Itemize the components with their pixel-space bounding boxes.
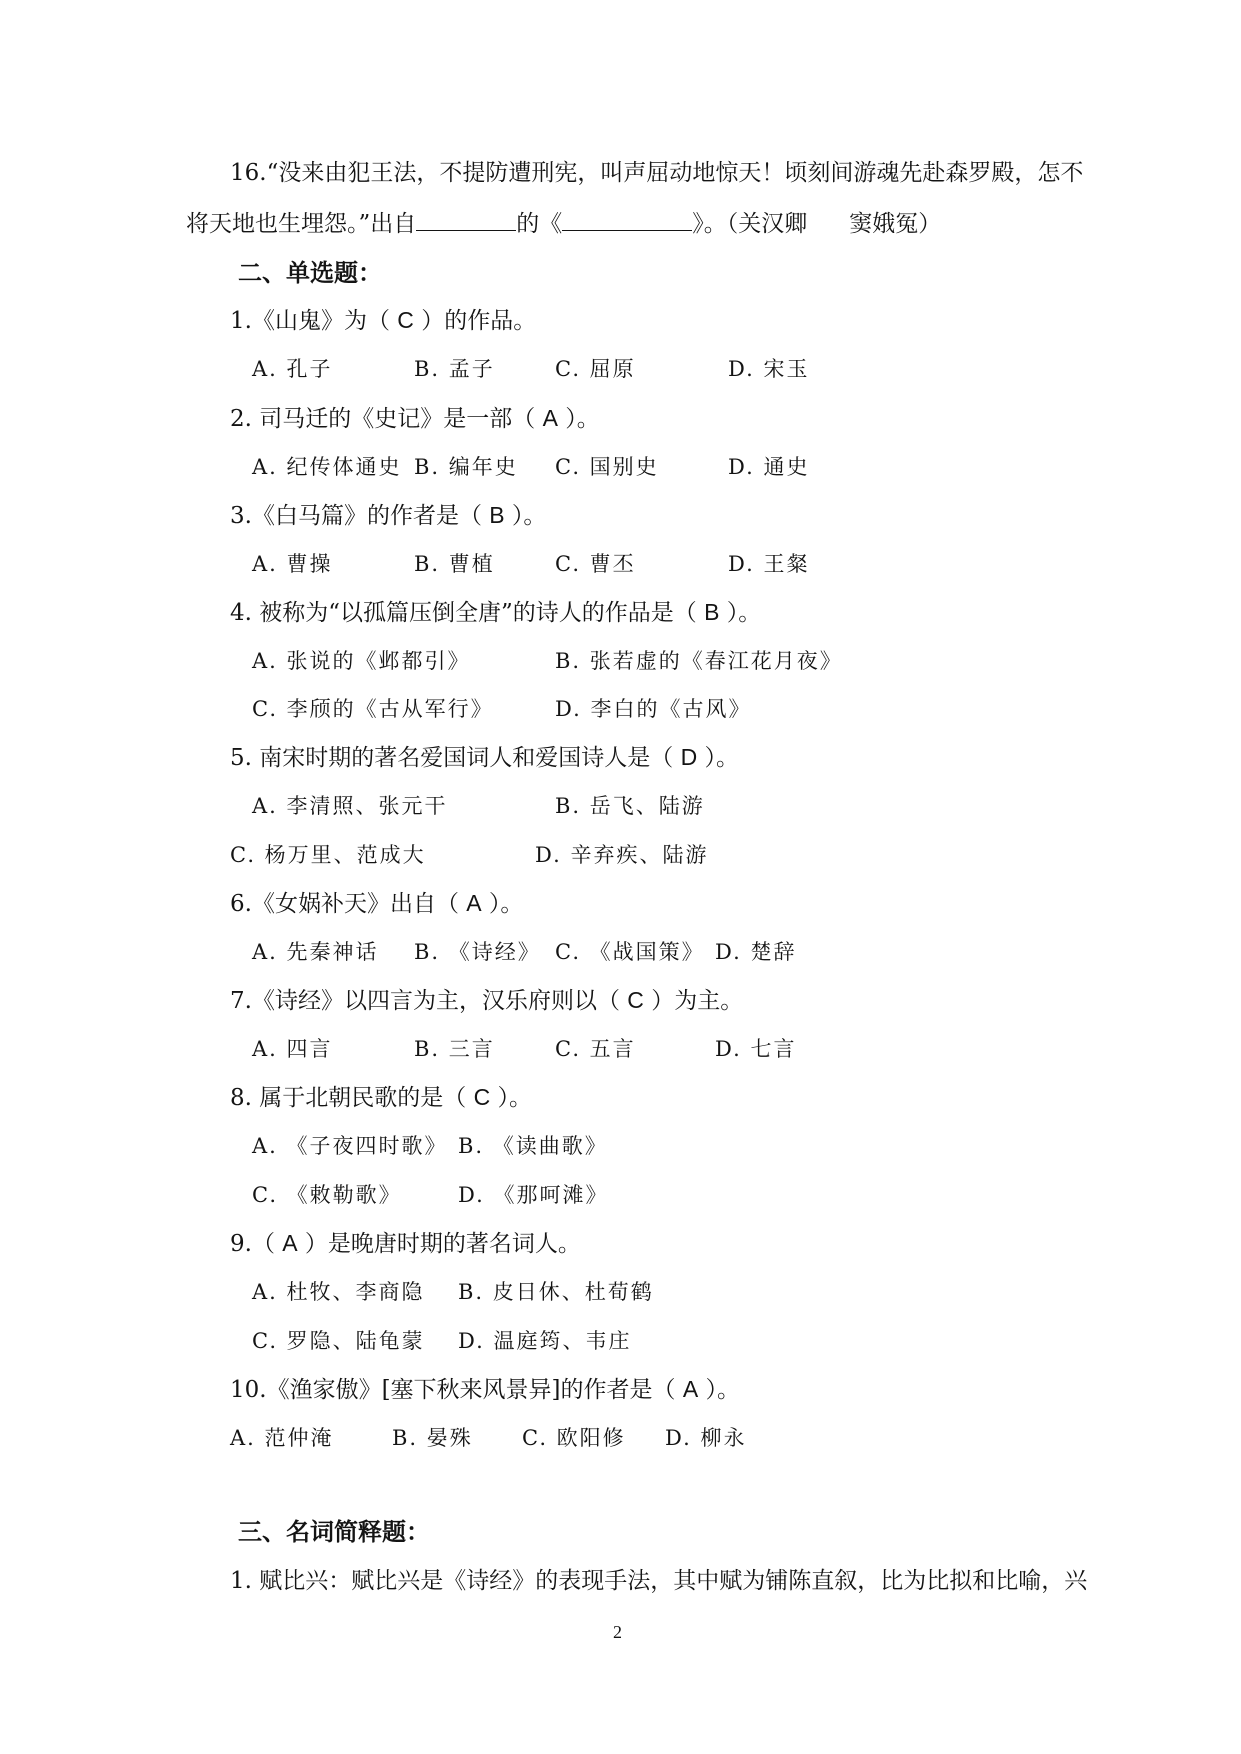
term-item-1: 1. 赋比兴：赋比兴是《诗经》的表现手法，其中赋为铺陈直叙，比为比拟和比喻，兴 [230,1568,1088,1594]
option: B. 岳飞、陆游 [555,794,705,818]
option: D. 通史 [728,455,810,479]
option: B. 张若虚的《春江花月夜》 [555,649,843,673]
answer-letter: B [704,599,720,625]
answer-letter: A [542,405,558,431]
option: C. 五言 [555,1037,636,1061]
question-text: 2. 司马迁的《史记》是一部（ [230,406,536,432]
option: B. 编年史 [414,455,518,479]
answer-letter: C [397,307,414,333]
option: C. 欧阳修 [522,1426,626,1450]
question-3 [230,500,546,531]
option: A. 四言 [252,1037,333,1061]
question-10 [230,1374,740,1405]
option: C. 《战国策》 [555,940,705,964]
option: A. 杜牧、李商隐 [252,1280,425,1304]
option: B. 《读曲歌》 [458,1134,608,1158]
option: D. 柳永 [665,1426,747,1450]
q16-text-d: 窦娥冤） [849,211,942,237]
question-text: 3.《白马篇》的作者是（ [230,503,482,529]
option: D. 辛弃疾、陆游 [535,843,709,867]
q16-text-b: 的《 [516,211,563,237]
question-text: 7.《诗经》以四言为主，汉乐府则以（ [230,988,620,1014]
option: D. 王粲 [728,552,810,576]
option: A. 先秦神话 [252,940,379,964]
question-text: ）。 [705,1377,740,1403]
option: A. 纪传体通史 [252,455,402,479]
answer-letter: C [627,987,644,1013]
question-8 [230,1082,532,1113]
q16-line2 [186,208,941,239]
option: B. 晏殊 [392,1426,473,1450]
question-text: ）为主。 [651,988,744,1014]
option: D. 楚辞 [715,940,797,964]
question-7 [230,985,743,1016]
question-text: ）。 [726,600,762,626]
question-2 [230,403,600,434]
option: D. 《那呵滩》 [458,1183,609,1207]
q16-text-c: 》。（关汉卿 [692,211,808,237]
question-text: ）。 [565,406,600,432]
option: B. 《诗经》 [414,940,541,964]
option: A. 曹操 [252,552,333,576]
option: C. 曹丕 [555,552,636,576]
answer-letter: C [473,1084,491,1110]
question-1 [230,305,536,336]
option: A. 李清照、张元干 [252,794,448,818]
option: B. 皮日休、杜荀鹤 [458,1280,654,1304]
answer-blank-author [416,208,516,231]
option: D. 宋玉 [728,357,810,381]
option: D. 七言 [715,1037,797,1061]
question-text: 6.《女娲补天》出自（ [230,891,459,917]
question-9 [230,1228,581,1259]
question-6 [230,888,523,919]
answer-letter: D [680,744,698,770]
question-text: ）。 [497,1085,533,1111]
question-4 [230,597,761,628]
question-text: 9.（ [230,1231,275,1257]
option: C. 杨万里、范成大 [230,843,426,867]
answer-letter: B [489,502,505,528]
question-text: 10.《渔家傲》[塞下秋来风景异]的作者是（ [230,1377,676,1403]
option: B. 曹植 [414,552,495,576]
option: C. 国别史 [555,455,659,479]
q16-text-a: 将天地也生埋怨。”出自 [186,211,417,237]
option: D. 温庭筠、韦庄 [458,1329,632,1353]
answer-letter: A [466,890,482,916]
option: C. 李颀的《古从军行》 [252,697,494,721]
question-text: 5. 南宋时期的著名爱国词人和爱国诗人是（ [230,745,674,771]
option: A. 张说的《邺都引》 [252,649,471,673]
question-text: ）。 [511,503,547,529]
answer-letter: A [282,1230,298,1256]
question-text: 1.《山鬼》为（ [230,308,390,334]
option: C. 《敕勒歌》 [252,1183,402,1207]
option: D. 李白的《古风》 [555,697,752,721]
option: A. 范仲淹 [230,1426,334,1450]
question-text: 4. 被称为“以孤篇压倒全唐”的诗人的作品是（ [230,600,697,626]
question-text: 8. 属于北朝民歌的是（ [230,1085,467,1111]
option: B. 三言 [414,1037,495,1061]
q16-line1: 16.“没来由犯王法，不提防遭刑宪，叫声屈动地惊天！顷刻间游魂先赴森罗殿，怎不 [230,160,1084,186]
question-5 [230,742,739,773]
option: C. 罗隐、陆龟蒙 [252,1329,425,1353]
option: C. 屈原 [555,357,636,381]
option: B. 孟子 [414,357,495,381]
question-text: ）是晚唐时期的著名词人。 [304,1231,581,1257]
page-number: 2 [613,1622,622,1642]
question-text: ）。 [488,891,524,917]
question-text: ）的作品。 [421,308,537,334]
answer-blank-title [562,208,692,231]
answer-letter: A [682,1376,699,1402]
question-text: ）。 [704,745,740,771]
option: A. 《子夜四时歌》 [252,1134,448,1158]
section-heading-single-choice: 二、单选题： [238,259,382,287]
section-heading-term-explanation: 三、名词简释题： [238,1518,430,1546]
option: A. 孔子 [252,357,333,381]
